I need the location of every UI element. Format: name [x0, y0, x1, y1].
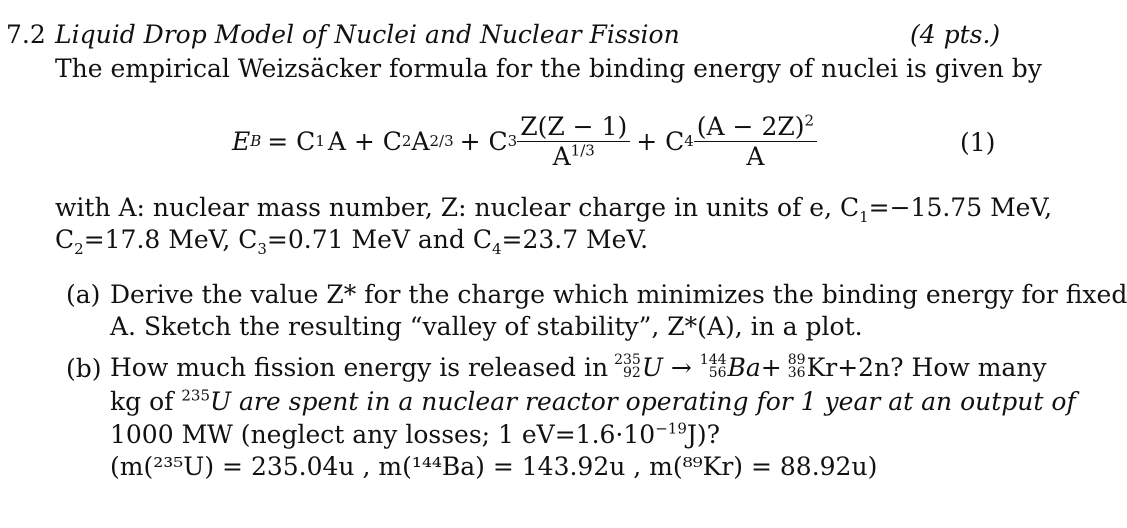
constants-line1	[55, 193, 1053, 226]
eq-frac1-num: Z(Z − 1)	[517, 112, 630, 142]
eq-fraction-coulomb	[517, 112, 630, 171]
part-b-line3	[110, 420, 720, 449]
eq-fraction-asymmetry	[694, 112, 817, 171]
part-b-line2	[110, 387, 1076, 416]
part-b-kg: kg of	[110, 387, 174, 416]
eq-term2-rest: A	[411, 126, 430, 156]
krypton-nuclide	[788, 354, 806, 380]
eq-frac2-num-wrap	[694, 112, 817, 142]
c2-value: =17.8 MeV, C	[83, 225, 258, 254]
part-a-line1: Derive the value Z* for the charge which minimizes the binding energy for fixed	[110, 280, 1127, 309]
part-b-line2-mass: 235	[181, 386, 210, 405]
c4-sub: 4	[491, 240, 502, 258]
part-b-label: (b)	[66, 354, 102, 383]
ba-symbol: Ba+	[727, 352, 782, 382]
eq-term3: + C	[459, 126, 508, 156]
constants-line2	[55, 225, 649, 258]
equation-label: (1)	[960, 128, 996, 157]
weizsacker-equation: E B = C 1 A + C 2 A 2/3 + C 3 $\frac{Z(Z - 1)}{A^{1/3}}$ + C 4 $\frac{(A - 2Z)^2}{A}$	[232, 106, 817, 176]
part-b-line2-rest: U are spent in a nuclear reactor operating for 1 year at an output of	[210, 387, 1076, 416]
constants-text: with A: nuclear mass number, Z: nuclear charge in units of e, C	[55, 193, 860, 222]
eq-frac1-den: A	[552, 141, 571, 171]
u-charge: 92	[623, 365, 641, 381]
eq-lhs: E	[232, 126, 251, 156]
intro-text: The empirical Weizsäcker formula for the binding energy of nuclei is given by	[55, 54, 1042, 83]
part-b-question: How much fission energy is released in	[110, 352, 609, 382]
barium-nuclide	[700, 354, 727, 380]
eq-frac1-den-exp: 1/3	[570, 141, 595, 160]
c3-value: =0.71 MeV and C	[266, 225, 492, 254]
part-b-line3-exp: −19	[655, 419, 687, 438]
problem-number: 7.2	[6, 20, 46, 49]
part-b-line3-text: 1000 MW (neglect any losses; 1 eV=1.6·10	[110, 420, 656, 449]
part-a-line2: A. Sketch the resulting “valley of stability”, Z*(A), in a plot.	[110, 312, 863, 341]
c2-sub: 2	[74, 240, 84, 258]
eq-frac1-den-wrap	[517, 142, 630, 171]
u-symbol: U →	[641, 352, 692, 382]
kr-symbol: Kr+2n? How many	[806, 352, 1047, 382]
eq-frac2-den: A	[746, 141, 765, 171]
problem-title: Liquid Drop Model of Nuclei and Nuclear Fission	[55, 20, 680, 49]
eq-frac2-num-exp: 2	[804, 111, 815, 130]
problem-points: (4 pts.)	[910, 20, 1001, 49]
part-b-line4: (m(²³⁵U) = 235.04u , m(¹⁴⁴Ba) = 143.92u , m(⁸⁹Kr) = 88.92u)	[110, 452, 878, 481]
c1-sub: 1	[859, 208, 869, 226]
eq-term1-rest: A + C	[327, 126, 402, 156]
eq-term4: + C	[636, 126, 685, 156]
problem-header	[6, 20, 46, 49]
part-b-line1	[110, 350, 1047, 384]
c3-sub: 3	[257, 240, 267, 258]
part-b-line3-end: J)?	[686, 420, 721, 449]
uranium-nuclide	[614, 354, 641, 380]
eq-frac2-num: (A − 2Z)	[696, 111, 805, 141]
kr-charge: 36	[787, 365, 806, 381]
kr-mass: 89	[787, 352, 806, 368]
u-mass: 235	[614, 352, 641, 368]
eq-term1: = C	[267, 126, 316, 156]
ba-mass: 144	[699, 352, 727, 368]
c2-symbol: C	[55, 225, 75, 254]
part-a-label: (a)	[66, 280, 101, 309]
c4-value: =23.7 MeV.	[501, 225, 649, 254]
c1-value: =−15.75 MeV,	[868, 193, 1053, 222]
ba-charge: 56	[708, 365, 727, 381]
